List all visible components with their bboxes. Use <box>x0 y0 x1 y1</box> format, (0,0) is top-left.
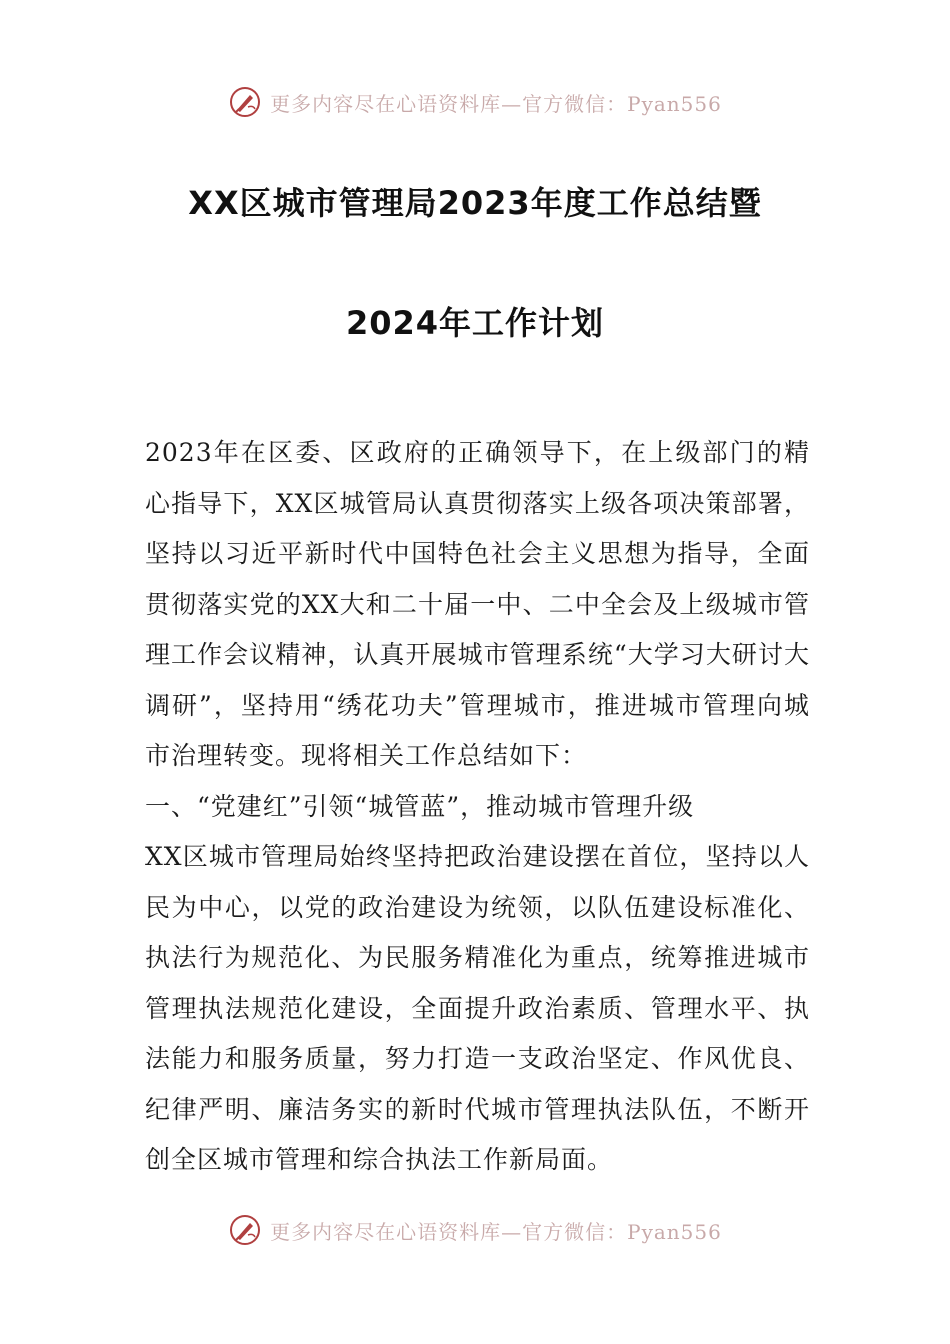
footer-watermark-text: 更多内容尽在心语资料库—官方微信：Pyan556 <box>270 1219 722 1244</box>
intro-paragraph: 2023年在区委、区政府的正确领导下，在上级部门的精心指导下，XX区城管局认真贯彻落实上级各项决策部署，坚持以习近平新时代中国特色社会主义思想为指导，全面贯彻落实党的XX大和二十届一中、二中全会及上级城市管理工作会议精神，认真开展城市管理系统“大学习大研讨大调研”，坚持用“绣花功夫”管理城市，推进城市管理向城市治理转变。现将相关工作总结如下： <box>145 438 810 770</box>
pen-logo-icon <box>228 1213 262 1247</box>
section-heading: 一、“党建红”引领“城管蓝”，推动城市管理升级 <box>145 791 695 821</box>
section-paragraph: XX区城市管理局始终坚持把政治建设摆在首位，坚持以人民为中心，以党的政治建设为统领，以队伍建设标准化、执法行为规范化、为民服务精准化为重点，统筹推进城市管理执法规范化建设，全面提升政治素质、管理水平、执法能力和服务质量，努力打造一支政治坚定、作风优良、纪律严明、廉洁务实的新时代城市管理执法队伍，不断开创全区城市管理和综合执法工作新局面。 <box>145 842 810 1174</box>
document-title-line2: 2024年工作计划 <box>345 304 605 342</box>
header-watermark-text: 更多内容尽在心语资料库—官方微信：Pyan556 <box>270 91 722 116</box>
document-body <box>145 428 810 1186</box>
header-watermark-banner <box>0 82 950 122</box>
footer-watermark-banner <box>0 1210 950 1250</box>
pen-logo-icon <box>228 85 262 119</box>
document-title-line1: XX区城市管理局2023年度工作总结暨 <box>188 184 762 222</box>
